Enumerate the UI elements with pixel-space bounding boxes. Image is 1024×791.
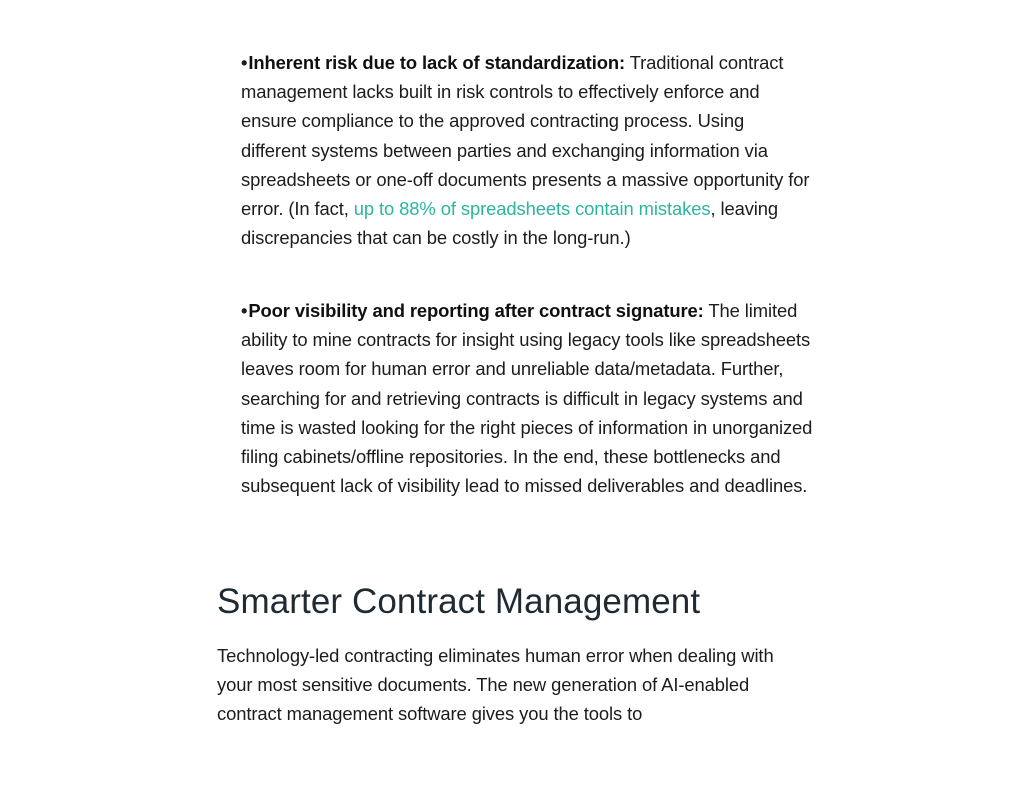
bullet-marker: • xyxy=(241,300,248,321)
bullet-item-poor-visibility xyxy=(241,296,813,500)
bullet-title: Inherent risk due to lack of standardization: xyxy=(248,52,626,73)
section-paragraph: Technology-led contracting eliminates human error when dealing with your most sensitive documents. The new generation of AI-enabled contract management software gives you the tools to xyxy=(217,645,774,725)
bullet-title: Poor visibility and reporting after contract signature: xyxy=(248,300,704,321)
section-heading: Smarter Contract Management xyxy=(217,582,701,621)
spreadsheet-mistakes-link[interactable]: up to 88% of spreadsheets contain mistakes xyxy=(353,198,711,220)
bullet-paragraph xyxy=(241,48,813,252)
bullet-text-continued: , leaving discrepancies that can be costly in the long-run.) xyxy=(241,198,779,249)
bullet-item-standardization-risk xyxy=(241,48,813,252)
bullet-paragraph xyxy=(241,296,813,500)
bullet-text: The limited ability to mine contracts for insight using legacy tools like spreadsheets leaves room for human error and unreliable data/metadata. Further, searching for and retrieving contracts is difficult in legacy systems and time is wasted looking for the right pieces of information in unorganized filing cabinets/offline repositories. In the end, these bottlenecks and subsequent lack of visibility lead to missed deliverables and deadlines. xyxy=(241,300,813,497)
bullet-marker: • xyxy=(241,52,248,73)
bullet-text: Traditional contract management lacks built in risk controls to effectively enforce and ensure compliance to the approved contracting process. Using different systems between parties and exchanging information via spreadsheets or one-off documents presents a massive opportunity for error. (In fact, xyxy=(241,52,810,220)
